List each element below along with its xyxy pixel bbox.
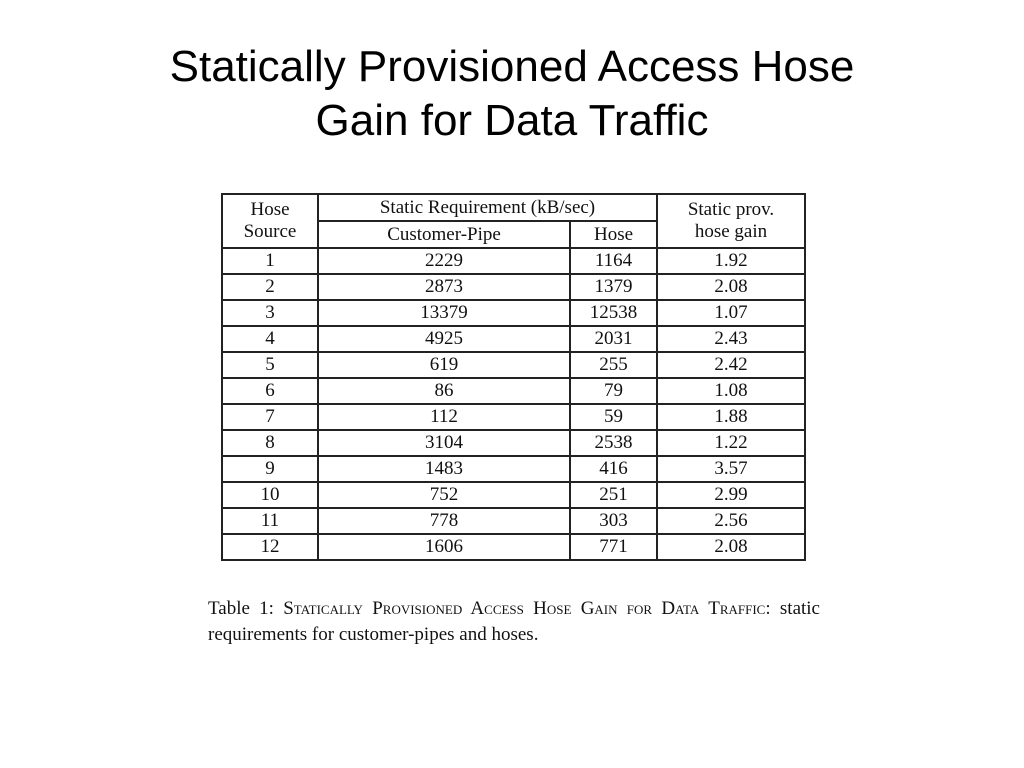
- slide-title-line-1: Statically Provisioned Access Hose: [169, 42, 855, 91]
- caption-label: Table 1:: [208, 598, 274, 619]
- cell-hose-gain: 2.43: [657, 326, 805, 352]
- table-caption: [208, 596, 820, 648]
- cell-hose-source: 12: [222, 534, 318, 560]
- cell-hose-gain: 2.99: [657, 482, 805, 508]
- table-row: [222, 378, 805, 404]
- cell-hose-source: 3: [222, 300, 318, 326]
- cell-hose-source: 8: [222, 430, 318, 456]
- table-row: [222, 248, 805, 274]
- cell-hose: 12538: [570, 300, 657, 326]
- table-figure: [221, 193, 806, 561]
- cell-hose-source: 6: [222, 378, 318, 404]
- table-row: [222, 274, 805, 300]
- cell-hose-gain: 2.08: [657, 534, 805, 560]
- table-body: [222, 248, 805, 560]
- caption-text: static requirements for customer-pipes and hoses.: [208, 598, 820, 645]
- table-row: [222, 534, 805, 560]
- cell-hose: 1164: [570, 248, 657, 274]
- slide-title-line-2: Gain for Data Traffic: [315, 96, 709, 145]
- cell-customer-pipe: 13379: [318, 300, 570, 326]
- table-row: [222, 482, 805, 508]
- cell-hose-gain: 1.08: [657, 378, 805, 404]
- cell-hose: 1379: [570, 274, 657, 300]
- cell-hose: 771: [570, 534, 657, 560]
- cell-hose-source: 2: [222, 274, 318, 300]
- table-row: [222, 456, 805, 482]
- data-table: [221, 193, 806, 561]
- slide-title: [0, 40, 1024, 148]
- cell-hose-source: 9: [222, 456, 318, 482]
- header-gain-line-1: Static prov.: [687, 199, 775, 220]
- cell-customer-pipe: 752: [318, 482, 570, 508]
- cell-hose: 2031: [570, 326, 657, 352]
- table-row: [222, 300, 805, 326]
- cell-customer-pipe: 2873: [318, 274, 570, 300]
- cell-customer-pipe: 1483: [318, 456, 570, 482]
- header-hose: Hose: [570, 221, 657, 248]
- cell-hose: 79: [570, 378, 657, 404]
- cell-customer-pipe: 1606: [318, 534, 570, 560]
- header-static-prov-gain: [657, 194, 805, 248]
- cell-customer-pipe: 112: [318, 404, 570, 430]
- cell-customer-pipe: 2229: [318, 248, 570, 274]
- cell-customer-pipe: 619: [318, 352, 570, 378]
- cell-hose: 2538: [570, 430, 657, 456]
- cell-hose-gain: 3.57: [657, 456, 805, 482]
- cell-hose-gain: 2.42: [657, 352, 805, 378]
- cell-hose-gain: 1.92: [657, 248, 805, 274]
- cell-customer-pipe: 778: [318, 508, 570, 534]
- cell-hose-gain: 1.22: [657, 430, 805, 456]
- cell-hose-gain: 1.07: [657, 300, 805, 326]
- cell-customer-pipe: 86: [318, 378, 570, 404]
- cell-hose-source: 5: [222, 352, 318, 378]
- cell-hose-source: 7: [222, 404, 318, 430]
- cell-customer-pipe: 3104: [318, 430, 570, 456]
- header-hose-source-line-2: Source: [243, 221, 297, 242]
- header-hose-source: [222, 194, 318, 248]
- header-static-requirement: Static Requirement (kB/sec): [318, 194, 657, 221]
- cell-hose: 255: [570, 352, 657, 378]
- cell-customer-pipe: 4925: [318, 326, 570, 352]
- cell-hose-gain: 2.56: [657, 508, 805, 534]
- header-customer-pipe: Customer-Pipe: [318, 221, 570, 248]
- cell-hose: 303: [570, 508, 657, 534]
- table-row: [222, 404, 805, 430]
- cell-hose-source: 4: [222, 326, 318, 352]
- table-row: [222, 352, 805, 378]
- cell-hose-source: 10: [222, 482, 318, 508]
- table-row: [222, 326, 805, 352]
- cell-hose: 59: [570, 404, 657, 430]
- cell-hose-source: 1: [222, 248, 318, 274]
- cell-hose-source: 11: [222, 508, 318, 534]
- header-hose-source-line-1: Hose: [250, 199, 290, 220]
- caption-title: Statically Provisioned Access Hose Gain for Data Traffic:: [283, 598, 771, 619]
- header-gain-line-2: hose gain: [694, 221, 768, 242]
- cell-hose-gain: 2.08: [657, 274, 805, 300]
- cell-hose: 416: [570, 456, 657, 482]
- table-row: [222, 430, 805, 456]
- cell-hose-gain: 1.88: [657, 404, 805, 430]
- cell-hose: 251: [570, 482, 657, 508]
- table-row: [222, 508, 805, 534]
